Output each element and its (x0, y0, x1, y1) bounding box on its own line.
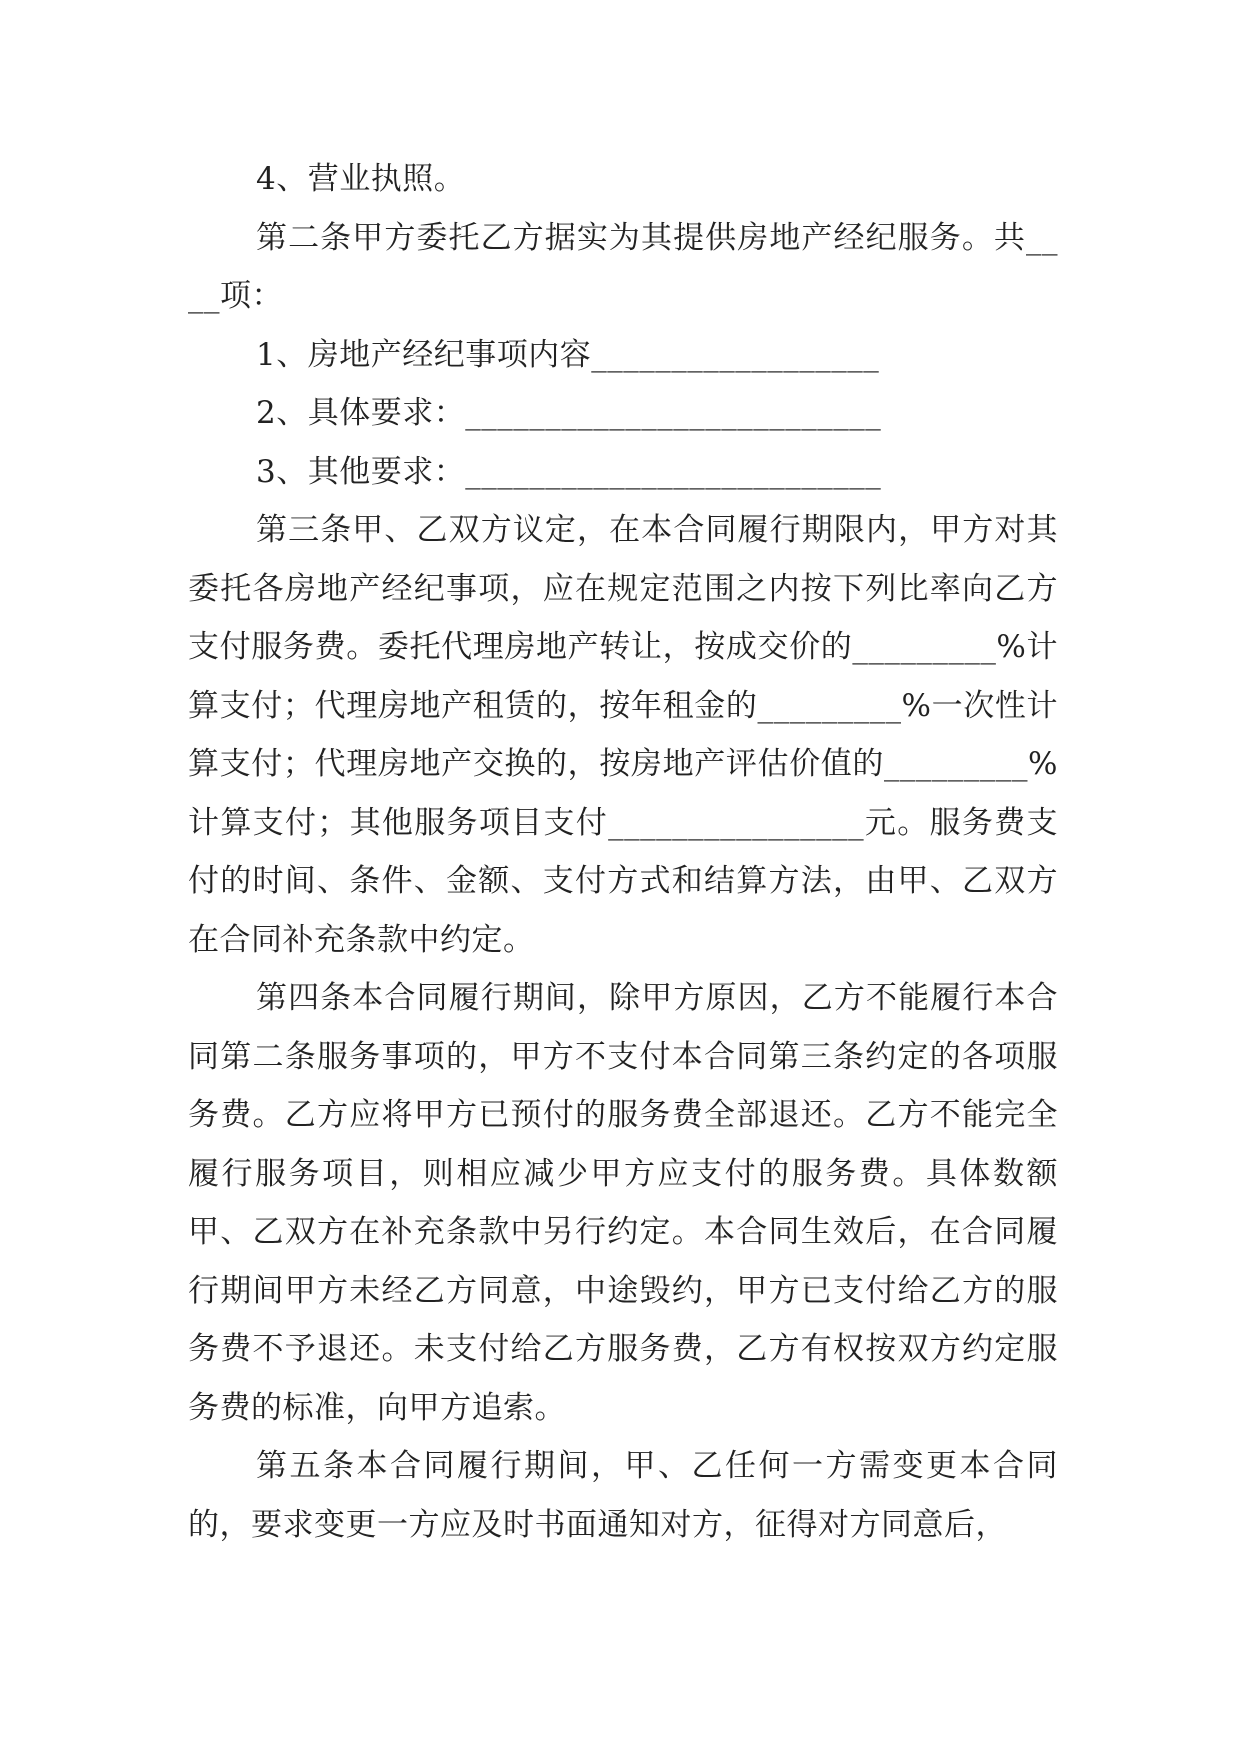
paragraph-article-4: 第四条本合同履行期间，除甲方原因，乙方不能履行本合同第二条服务事项的，甲方不支付本合同第三条约定的各项服务费。乙方应将甲方已预付的服务费全部退还。乙方不能完全履行服务项目，则相应减少甲方应支付的服务费。具体数额甲、乙双方在补充条款中另行约定。本合同生效后，在合同履行期间甲方未经乙方同意，中途毁约，甲方已支付给乙方的服务费不予退还。未支付给乙方服务费，乙方有权按双方约定服务费的标准，向甲方追索。 (188, 980, 1058, 1426)
paragraph-item-3: 3、其他要求：__________________________ (256, 453, 882, 490)
paragraph-article-3: 第三条甲、乙双方议定，在本合同履行期限内，甲方对其委托各房地产经纪事项，应在规定范围之内按下列比率向乙方支付服务费。委托代理房地产转让，按成交价的_________%计算支付；代理房地产租赁的，按年租金的_________%一次性计算支付；代理房地产交换的，按房地产评估价值的_________%计算支付；其他服务项目支付________________元。服务费支付的时间、条件、金额、支付方式和结算方法，由甲、乙双方在合同补充条款中约定。 (188, 512, 1058, 958)
document-page (188, 150, 1058, 1554)
paragraph-article-2: 第二条甲方委托乙方据实为其提供房地产经纪服务。共____项： (188, 219, 1058, 314)
paragraph-business-license: 4、营业执照。 (256, 161, 466, 197)
paragraph-article-5: 第五条本合同履行期间，甲、乙任何一方需变更本合同的，要求变更一方应及时书面通知对方，征得对方同意后， (188, 1448, 1058, 1543)
paragraph-item-1: 1、房地产经纪事项内容__________________ (256, 336, 880, 373)
paragraph-item-2: 2、具体要求：__________________________ (256, 395, 882, 431)
